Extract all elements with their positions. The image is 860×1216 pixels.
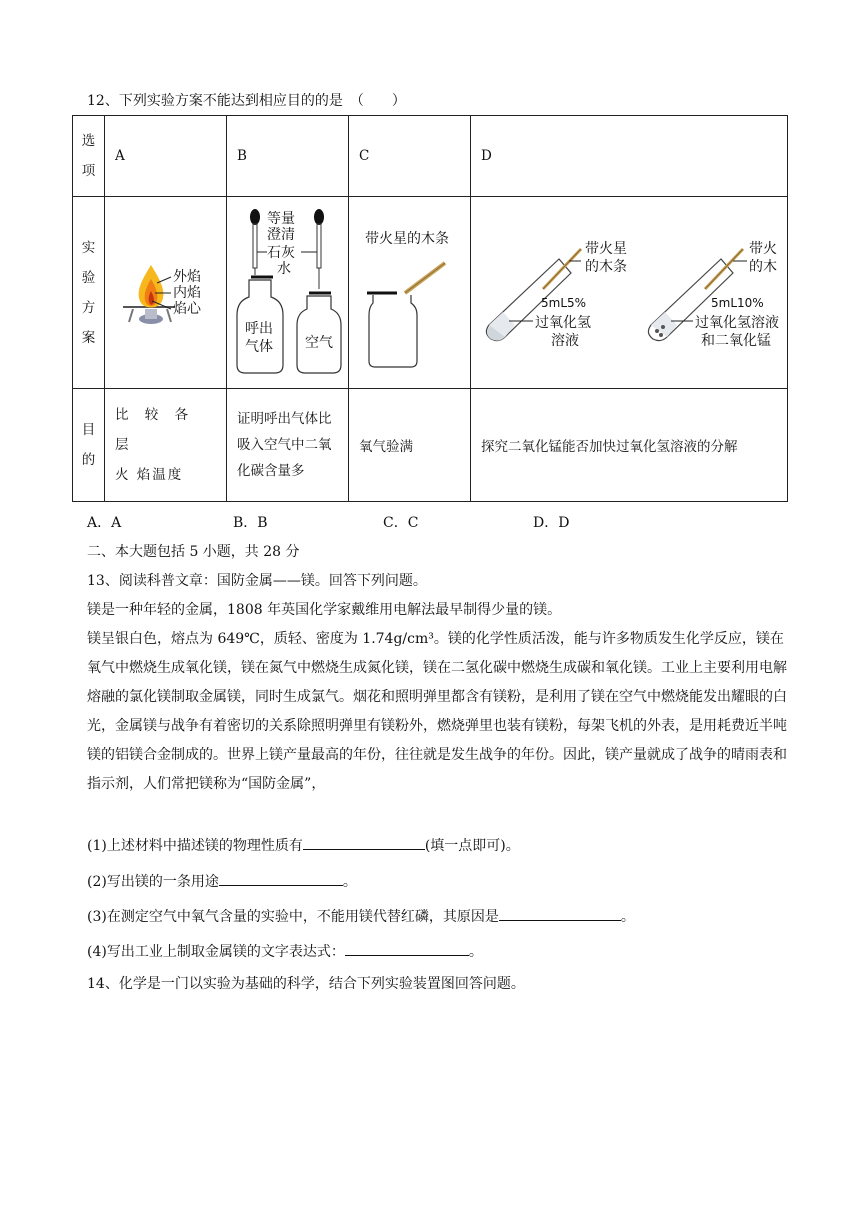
bottles-diagram bbox=[227, 197, 349, 388]
question-13-sub-4: (4)写出工业上制取金属镁的文字表达式： 。 bbox=[87, 938, 787, 967]
svg-text:气体: 气体 bbox=[245, 339, 273, 355]
figure-b-bottles bbox=[227, 197, 349, 389]
svg-text:和二氧化锰: 和二氧化锰 bbox=[701, 333, 771, 349]
oxygen-test-diagram bbox=[349, 197, 471, 388]
svg-text:澄清: 澄清 bbox=[267, 227, 295, 243]
svg-text:的木条: 的木条 bbox=[585, 259, 627, 275]
question-13-title: 13、阅读科普文章：国防金属——镁。回答下列问题。 bbox=[87, 573, 427, 589]
option-a[interactable]: A．A bbox=[87, 515, 122, 531]
answer-blank-4[interactable] bbox=[345, 941, 469, 956]
svg-text:等量: 等量 bbox=[267, 211, 295, 227]
answer-blank-2[interactable] bbox=[219, 871, 343, 886]
section-2-heading: 二、本大题包括 5 小题，共 28 分 bbox=[87, 544, 300, 560]
figure-c-oxygen-test bbox=[349, 197, 471, 389]
label-flame-core: 焰心 bbox=[173, 301, 201, 317]
table-row-purpose bbox=[73, 389, 788, 502]
option-d[interactable]: D．D bbox=[533, 515, 570, 531]
svg-text:水: 水 bbox=[277, 261, 291, 277]
question-13-sub-2: (2)写出镁的一条用途 。 bbox=[87, 868, 787, 897]
option-b[interactable]: B．B bbox=[233, 515, 268, 531]
svg-text:带火星: 带火星 bbox=[585, 241, 627, 257]
figure-a-flame bbox=[105, 197, 227, 389]
header-d: D bbox=[471, 116, 788, 197]
label-air: 空气 bbox=[305, 335, 333, 351]
header-c: C bbox=[349, 116, 471, 197]
svg-text:带火: 带火 bbox=[749, 241, 777, 257]
label-inner-flame: 内焰 bbox=[173, 285, 201, 301]
flame-diagram bbox=[105, 197, 227, 388]
plan-label: 实 验 方 案 bbox=[73, 197, 105, 389]
header-a: A bbox=[105, 116, 227, 197]
purpose-a: 比 较 各 层 火 焰温度 bbox=[105, 389, 227, 502]
label-outer-flame: 外焰 bbox=[173, 269, 201, 285]
question-13-paragraph-2: 镁呈银白色，熔点为 649℃，质轻、密度为 1.74g/cm³。镁的化学性质活泼，能与许多物质发生化学反应，镁在氧气中燃烧生成氧化镁，镁在氮气中燃烧生成氮化镁，镁在二氢化碳中燃烧生成碳和氧化镁。工业上主要利用电解熔融的氯化镁制取金属镁，同时生成氯气。烟花和照明弹里都含有镁粉，是利用了镁在空气中燃烧能发出耀眼的白光，金属镁与战争有着密切的关系除照明弹里有镁粉外，燃烧弹里也装有镁粉，每架飞机的外表，是用耗费近半吨镁的铝镁合金制成的。世界上镁产量最高的年份，往往就是发生战争的年份。因此，镁产量就成了战争的晴雨表和指示剂，人们常把镁称为“国防金属”， bbox=[87, 631, 787, 792]
svg-text:5mL10%: 5mL10% bbox=[711, 296, 764, 310]
svg-text:过氧化氢溶液: 过氧化氢溶液 bbox=[695, 315, 779, 331]
label-glowing-splint: 带火星的木条 bbox=[365, 231, 449, 247]
right-test-tube bbox=[648, 240, 779, 349]
svg-text:的木: 的木 bbox=[749, 259, 777, 275]
svg-text:石灰: 石灰 bbox=[267, 245, 295, 261]
purpose-label: 目 的 bbox=[73, 389, 105, 502]
question-13-sub-1: (1)上述材料中描述镁的物理性质有 (填一点即可)。 bbox=[87, 832, 787, 861]
purpose-c: 氧气验满 bbox=[349, 389, 471, 502]
table-row-plan bbox=[73, 197, 788, 389]
question-13-sub-3: (3)在测定空气中氧气含量的实验中，不能用镁代替红磷，其原因是 。 bbox=[87, 903, 787, 932]
svg-text:5mL5%: 5mL5% bbox=[541, 296, 587, 310]
question-12-title: 12、下列实验方案不能达到相应目的的是 （ ） bbox=[87, 93, 406, 109]
test-tubes-diagram bbox=[471, 197, 788, 388]
figure-d-test-tubes bbox=[471, 197, 788, 389]
answer-blank-3[interactable] bbox=[499, 906, 621, 921]
header-b: B bbox=[227, 116, 349, 197]
header-label: 选 项 bbox=[73, 116, 105, 197]
question-13-paragraph-1: 镁是一种年轻的金属，1808 年英国化学家戴维用电解法最早制得少量的镁。 bbox=[87, 602, 562, 618]
option-c[interactable]: C．C bbox=[383, 515, 419, 531]
question-14-title: 14、化学是一门以实验为基础的科学，结合下列实验装置图回答问题。 bbox=[87, 976, 525, 992]
svg-text:过氧化氢: 过氧化氢 bbox=[535, 315, 591, 331]
experiment-table bbox=[72, 115, 788, 502]
table-row-options bbox=[73, 116, 788, 197]
label-exhaled-gas: 呼出 bbox=[245, 321, 273, 337]
svg-text:溶液: 溶液 bbox=[551, 333, 579, 349]
left-test-tube bbox=[486, 240, 627, 349]
purpose-d: 探究二氧化锰能否加快过氧化氢溶液的分解 bbox=[471, 389, 788, 502]
answer-blank-1[interactable] bbox=[303, 835, 425, 850]
purpose-b: 证明呼出气体比 吸入空气中二氧 化碳含量多 bbox=[227, 389, 349, 502]
